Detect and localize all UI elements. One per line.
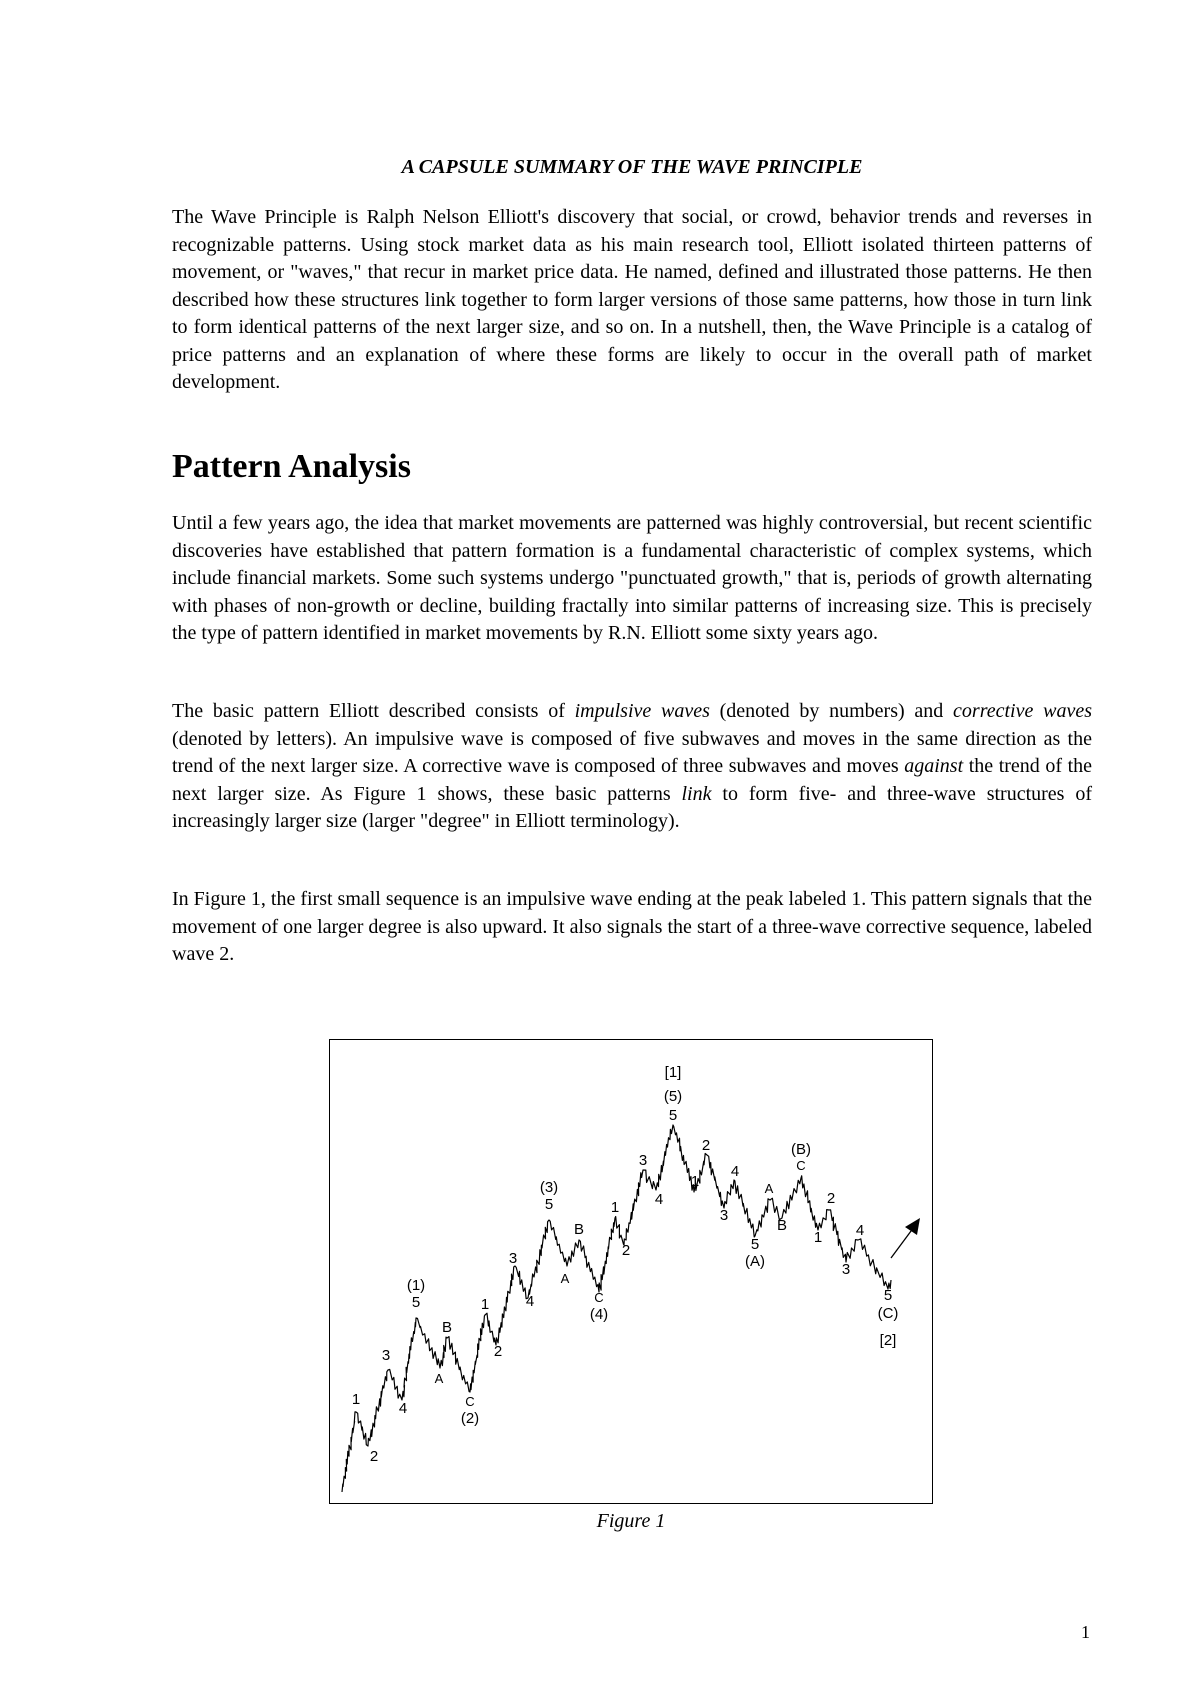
wave-label: A [434, 1371, 444, 1386]
wave-label: 2 [826, 1190, 836, 1207]
wave-label: C [796, 1158, 806, 1173]
wave-label: 5 [544, 1196, 554, 1213]
text-run: The basic pattern Elliott described consists of [172, 700, 575, 722]
emphasis-against: against [904, 755, 964, 777]
emphasis-impulsive-waves: impulsive waves [574, 700, 710, 722]
wave-label: 4 [730, 1163, 740, 1180]
text-run: to form five- and three-wave structures of increasingly larger size (larger "degree" in Elliott terminology). [172, 782, 1092, 832]
wave-label: A [764, 1181, 774, 1196]
wave-label: 1 [480, 1296, 490, 1313]
text-run: the trend of the next larger size. As Figure 1 shows, these basic patterns [172, 755, 1092, 805]
wave-label: 1 [351, 1391, 361, 1408]
wave-label: 4 [525, 1293, 535, 1310]
wave-label: 3 [381, 1347, 391, 1364]
figure1-paragraph: In Figure 1, the first small sequence is an impulsive wave ending at the peak labeled 1. This pattern signals that the movement of one larger degree is also upward. It also signals the start of a three-wave corrective sequence, labeled wave 2. [172, 888, 1092, 965]
basic-pattern-paragraph [172, 698, 1092, 836]
text-run: (denoted by numbers) and [709, 700, 954, 722]
wave-label: 2 [493, 1343, 503, 1360]
wave-label: 1 [690, 1173, 700, 1190]
wave-label: 1 [813, 1229, 823, 1246]
text-run: (denoted by letters). An impulsive wave is composed of five subwaves and moves in the same direction as the trend of the next larger size. A corrective wave is composed of three subwaves and moves [172, 727, 1092, 777]
wave-label: 3 [841, 1261, 851, 1278]
wave-label: 5 [750, 1236, 760, 1253]
figure-1-wave-diagram [329, 1039, 933, 1504]
wave-label: 5 [411, 1294, 421, 1311]
wave-diagram-svg [330, 1040, 934, 1505]
wave-label: 4 [654, 1191, 664, 1208]
wave-label: B [573, 1221, 585, 1238]
wave-label: 2 [701, 1137, 711, 1154]
summary-title: A CAPSULE SUMMARY OF THE WAVE PRINCIPLE [401, 156, 863, 178]
section-heading: Pattern Analysis [172, 448, 411, 485]
wave-label: (4) [589, 1306, 609, 1323]
pattern-analysis-paragraph: Until a few years ago, the idea that market movements are patterned was highly controversial, but recent scientific discoveries have established that pattern formation is a fundamental characteristic of complex systems, which include financial markets. Some such systems undergo "punctuated growth," that is, periods of growth alternating with phases of non-growth or decline, building fractally into similar patterns of increasing size. This is precisely the type of pattern identified in market movements by R.N. Elliott some sixty years ago. [172, 512, 1092, 644]
figure-caption: Figure 1 [596, 1510, 666, 1532]
wave-label: 2 [369, 1448, 379, 1465]
wave-label: 5 [668, 1107, 678, 1124]
wave-price-path [342, 1125, 891, 1492]
wave-label: (A) [745, 1253, 765, 1270]
intro-paragraph: The Wave Principle is Ralph Nelson Elliott's discovery that social, or crowd, behavior trends and reverses in recognizable patterns. Using stock market data as his main research tool, Elliott isolated thirteen patterns of movement, or "waves," that recur in market price data. He named, defined and illustrated those patterns. He then described how these structures link together to form larger versions of those same patterns, how those in turn link to form identical patterns of the next larger size, and so on. In a nutshell, then, the Wave Principle is a catalog of price patterns and an explanation of where these forms are likely to occur in the overall path of market development. [172, 206, 1092, 393]
wave-label: 5 [883, 1287, 893, 1304]
wave-label: [1] [664, 1064, 682, 1081]
wave-label: 1 [610, 1199, 620, 1216]
trend-arrow-line [891, 1227, 914, 1258]
trend-arrow-head [905, 1218, 920, 1235]
wave-label: A [560, 1271, 570, 1286]
wave-label: 4 [398, 1400, 408, 1417]
wave-label: B [776, 1217, 788, 1234]
emphasis-link: link [681, 782, 712, 805]
wave-label: 4 [855, 1222, 865, 1239]
wave-label: (C) [877, 1305, 899, 1322]
wave-label: C [594, 1290, 604, 1305]
wave-label: 2 [621, 1242, 631, 1259]
wave-label: 3 [638, 1152, 648, 1169]
wave-label: (5) [663, 1088, 683, 1105]
page-number: 1 [1081, 1622, 1090, 1642]
wave-label: (3) [539, 1179, 559, 1196]
wave-label: (B) [791, 1141, 811, 1158]
wave-label: (2) [460, 1410, 480, 1427]
wave-label: 3 [719, 1207, 729, 1224]
wave-label: 3 [508, 1250, 518, 1267]
wave-label: (1) [406, 1277, 426, 1294]
wave-label: C [465, 1394, 475, 1409]
emphasis-corrective-waves: corrective waves [953, 700, 1092, 722]
wave-label: [2] [879, 1332, 897, 1349]
wave-label: B [441, 1319, 453, 1336]
